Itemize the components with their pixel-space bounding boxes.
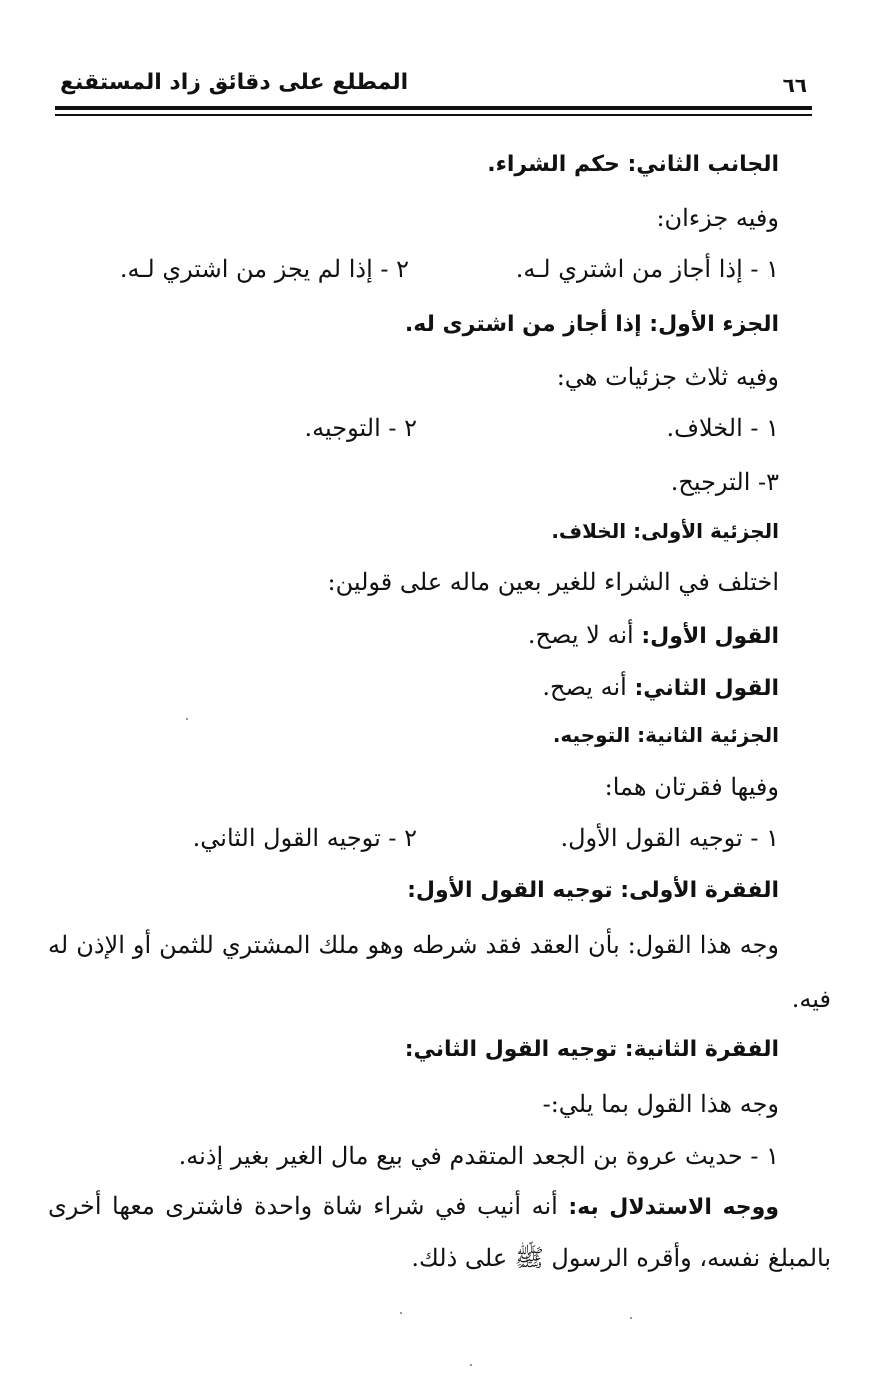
opinion-text: أنه يصح.: [542, 673, 627, 701]
scan-speck: [470, 1364, 472, 1366]
inference-label: ووجه الاستدلال به:: [568, 1195, 780, 1220]
opinion-label: القول الأول:: [641, 624, 779, 649]
list-item: ٢ - التوجيه.: [304, 414, 417, 442]
list-item: ١ - الخلاف.: [666, 414, 779, 442]
text-line: وفيه ثلاث جزئيات هي:: [556, 363, 779, 391]
text-line: وفيه جزءان:: [656, 204, 779, 232]
text-line: [48, 1192, 779, 1221]
header-rule-thin: [55, 114, 812, 116]
book-title: المطلع على دقائق زاد المستقنع: [60, 70, 409, 95]
list-item: ١ - حديث عروة بن الجعد المتقدم في بيع مال الغير بغير إذنه.: [178, 1142, 779, 1170]
running-header: [55, 62, 807, 102]
text-line: وجه هذا القول بما يلي:-: [542, 1090, 779, 1118]
opinion-text: أنه لا يصح.: [527, 621, 634, 649]
text-line: اختلف في الشراء للغير بعين ماله على قولين:: [327, 568, 779, 596]
opinion-line: [542, 673, 779, 702]
list-item: ١ - توجيه القول الأول.: [560, 824, 779, 852]
list-item: ٢ - إذا لم يجز من اشتري لـه.: [119, 255, 409, 283]
scan-speck: [186, 718, 188, 720]
scan-speck: [630, 1317, 632, 1319]
section-heading: الجانب الثاني: حكم الشراء.: [487, 152, 779, 177]
subsection-heading: الجزئية الأولى: الخلاف.: [551, 519, 779, 543]
opinion-label: القول الثاني:: [634, 676, 779, 701]
paragraph-heading: الفقرة الأولى: توجيه القول الأول:: [407, 878, 779, 903]
subsection-heading: الجزء الأول: إذا أجاز من اشترى له.: [404, 312, 779, 337]
text-line: فيه.: [791, 985, 831, 1013]
text-line: بالمبلغ نفسه، وأقره الرسول ﷺ على ذلك.: [411, 1244, 831, 1272]
list-item: ٢ - توجيه القول الثاني.: [192, 824, 417, 852]
text-line: وفيها فقرتان هما:: [604, 773, 779, 801]
page-number: ٦٦: [782, 73, 807, 97]
scan-speck: [400, 1312, 402, 1314]
inference-text: أنه أنيب في شراء شاة واحدة فاشترى معها أخرى: [48, 1192, 558, 1220]
text-line: وجه هذا القول: بأن العقد فقد شرطه وهو ملك المشتري للثمن أو الإذن له: [48, 931, 779, 959]
paragraph-heading: الفقرة الثانية: توجيه القول الثاني:: [404, 1037, 779, 1062]
list-item: ١ - إذا أجاز من اشتري لـه.: [515, 255, 779, 283]
list-item: ٣- الترجيح.: [670, 468, 779, 496]
header-rule-thick: [55, 106, 812, 110]
opinion-line: [528, 621, 779, 650]
subsection-heading: الجزئية الثانية: التوجيه.: [552, 723, 779, 747]
